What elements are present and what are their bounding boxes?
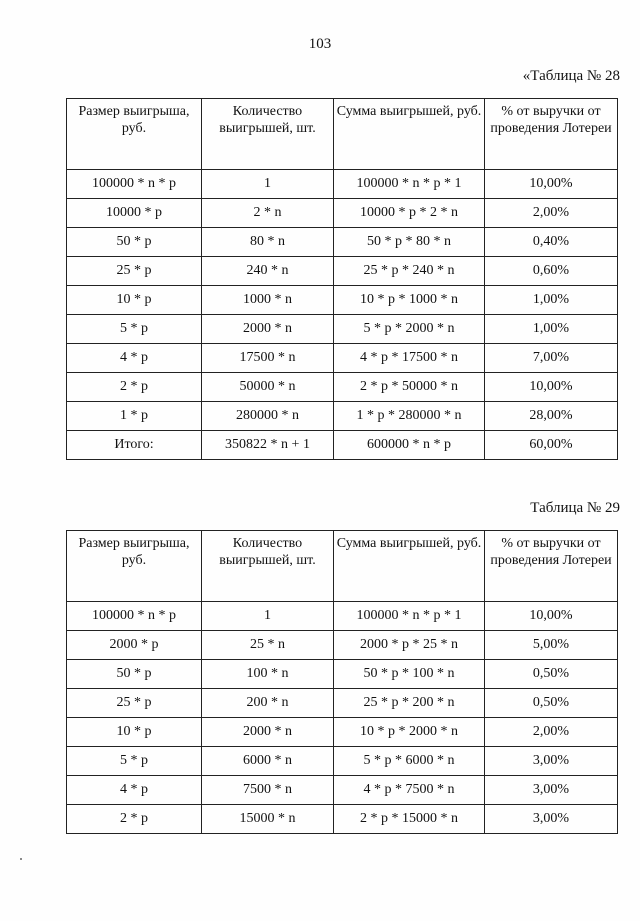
header-prize-count: Количество выигрышей, шт. <box>202 99 334 170</box>
table-row <box>67 257 618 286</box>
cell-prize-sum: 10 * p * 1000 * n <box>334 286 485 315</box>
cell-prize-sum: 2 * p * 15000 * n <box>334 805 485 834</box>
cell-prize-count: 17500 * n <box>202 344 334 373</box>
cell-prize-size: 5 * p <box>67 315 202 344</box>
table-row <box>67 344 618 373</box>
cell-revenue-percent: 1,00% <box>485 315 618 344</box>
table-row <box>67 689 618 718</box>
table-row <box>67 431 618 460</box>
cell-prize-sum: 50 * p * 100 * n <box>334 660 485 689</box>
table-row <box>67 199 618 228</box>
table-row <box>67 286 618 315</box>
cell-revenue-percent: 5,00% <box>485 631 618 660</box>
cell-prize-size: 25 * p <box>67 257 202 286</box>
table-28 <box>66 98 618 460</box>
cell-prize-sum: 10000 * p * 2 * n <box>334 199 485 228</box>
cell-prize-sum: 2 * p * 50000 * n <box>334 373 485 402</box>
cell-revenue-percent: 10,00% <box>485 602 618 631</box>
cell-prize-sum: 50 * p * 80 * n <box>334 228 485 257</box>
cell-prize-count: 350822 * n + 1 <box>202 431 334 460</box>
cell-prize-count: 280000 * n <box>202 402 334 431</box>
cell-prize-count: 25 * n <box>202 631 334 660</box>
cell-revenue-percent: 0,40% <box>485 228 618 257</box>
cell-prize-sum: 5 * p * 6000 * n <box>334 747 485 776</box>
cell-prize-sum: 1 * p * 280000 * n <box>334 402 485 431</box>
table-body <box>67 170 618 460</box>
cell-revenue-percent: 10,00% <box>485 170 618 199</box>
cell-prize-count: 1 <box>202 170 334 199</box>
table-row <box>67 602 618 631</box>
table-row <box>67 660 618 689</box>
cell-prize-size: 2000 * p <box>67 631 202 660</box>
cell-prize-size: 5 * p <box>67 747 202 776</box>
cell-revenue-percent: 2,00% <box>485 199 618 228</box>
cell-prize-size: Итого: <box>67 431 202 460</box>
cell-revenue-percent: 0,50% <box>485 689 618 718</box>
header-prize-size: Размер выигрыша, руб. <box>67 99 202 170</box>
cell-revenue-percent: 7,00% <box>485 344 618 373</box>
cell-prize-size: 50 * p <box>67 660 202 689</box>
table-row <box>67 805 618 834</box>
table-row <box>67 631 618 660</box>
cell-prize-sum: 4 * p * 17500 * n <box>334 344 485 373</box>
header-prize-sum: Сумма выигрышей, руб. <box>334 531 485 602</box>
table-29 <box>66 530 618 834</box>
header-prize-size: Размер выигрыша, руб. <box>67 531 202 602</box>
header-prize-count: Количество выигрышей, шт. <box>202 531 334 602</box>
table-28-caption: «Таблица № 28 <box>522 68 620 84</box>
cell-prize-count: 240 * n <box>202 257 334 286</box>
cell-prize-sum: 25 * p * 200 * n <box>334 689 485 718</box>
cell-revenue-percent: 60,00% <box>485 431 618 460</box>
cell-prize-sum: 100000 * n * p * 1 <box>334 170 485 199</box>
table-29-caption: Таблица № 29 <box>530 500 620 516</box>
table-header-row <box>67 531 618 602</box>
cell-revenue-percent: 28,00% <box>485 402 618 431</box>
header-revenue-percent: % от выручки от проведения Лотереи <box>485 531 618 602</box>
cell-prize-count: 6000 * n <box>202 747 334 776</box>
scan-speck <box>20 858 22 860</box>
header-revenue-percent: % от выручки от проведения Лотереи <box>485 99 618 170</box>
cell-revenue-percent: 2,00% <box>485 718 618 747</box>
table-header-row <box>67 99 618 170</box>
table-row <box>67 315 618 344</box>
cell-revenue-percent: 0,50% <box>485 660 618 689</box>
cell-prize-size: 100000 * n * p <box>67 602 202 631</box>
table-row <box>67 718 618 747</box>
table-row <box>67 402 618 431</box>
cell-prize-size: 10 * p <box>67 286 202 315</box>
cell-prize-size: 25 * p <box>67 689 202 718</box>
cell-prize-size: 1 * p <box>67 402 202 431</box>
header-prize-sum: Сумма выигрышей, руб. <box>334 99 485 170</box>
cell-prize-sum: 600000 * n * p <box>334 431 485 460</box>
cell-revenue-percent: 3,00% <box>485 747 618 776</box>
cell-prize-size: 4 * p <box>67 776 202 805</box>
cell-prize-count: 100 * n <box>202 660 334 689</box>
cell-prize-count: 2000 * n <box>202 718 334 747</box>
cell-prize-sum: 4 * p * 7500 * n <box>334 776 485 805</box>
cell-prize-sum: 25 * p * 240 * n <box>334 257 485 286</box>
cell-prize-count: 2000 * n <box>202 315 334 344</box>
cell-prize-size: 100000 * n * p <box>67 170 202 199</box>
cell-prize-sum: 5 * p * 2000 * n <box>334 315 485 344</box>
cell-revenue-percent: 3,00% <box>485 776 618 805</box>
table-row <box>67 228 618 257</box>
table-row <box>67 747 618 776</box>
table-row <box>67 373 618 402</box>
cell-prize-sum: 100000 * n * p * 1 <box>334 602 485 631</box>
cell-prize-sum: 10 * p * 2000 * n <box>334 718 485 747</box>
cell-revenue-percent: 3,00% <box>485 805 618 834</box>
cell-prize-size: 10000 * p <box>67 199 202 228</box>
cell-prize-count: 7500 * n <box>202 776 334 805</box>
cell-prize-count: 1000 * n <box>202 286 334 315</box>
table-row <box>67 170 618 199</box>
cell-prize-size: 10 * p <box>67 718 202 747</box>
cell-prize-count: 2 * n <box>202 199 334 228</box>
cell-prize-count: 80 * n <box>202 228 334 257</box>
cell-prize-size: 50 * p <box>67 228 202 257</box>
cell-prize-count: 50000 * n <box>202 373 334 402</box>
table-body <box>67 602 618 834</box>
cell-prize-count: 15000 * n <box>202 805 334 834</box>
cell-revenue-percent: 0,60% <box>485 257 618 286</box>
cell-prize-sum: 2000 * p * 25 * n <box>334 631 485 660</box>
table-row <box>67 776 618 805</box>
page-number: 103 <box>308 36 332 52</box>
cell-revenue-percent: 1,00% <box>485 286 618 315</box>
cell-prize-count: 200 * n <box>202 689 334 718</box>
cell-prize-size: 2 * p <box>67 805 202 834</box>
cell-prize-size: 2 * p <box>67 373 202 402</box>
cell-prize-size: 4 * p <box>67 344 202 373</box>
cell-prize-count: 1 <box>202 602 334 631</box>
cell-revenue-percent: 10,00% <box>485 373 618 402</box>
